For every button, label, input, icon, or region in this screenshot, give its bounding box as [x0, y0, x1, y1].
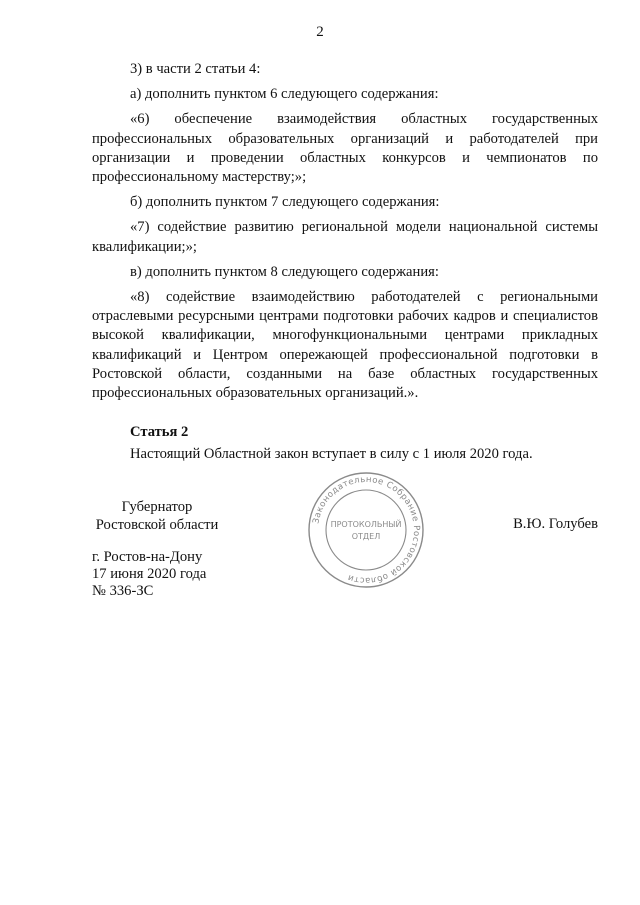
paragraph: а) дополнить пунктом 6 следующего содержания:: [130, 86, 439, 103]
svg-text:ПРОТОКОЛЬНЫЙ: ПРОТОКОЛЬНЫЙ: [330, 520, 402, 529]
document-body: [92, 60, 598, 403]
paragraph: «8) содействие взаимодействию работодателей с региональными отраслевыми ресурсными центрами подготовки рабочих кадров и специалистов высокой квалификации, многофункциональными центрами прикладных квалификаций и Центром опережающей профессиональной подготовки в Ростовской области, созданными на базе областных государственных профессиональных образовательных организаций.».: [92, 289, 598, 402]
paragraph: «7) содействие развитию региональной модели национальной системы квалификации;»;: [92, 219, 598, 255]
page-number: 2: [316, 24, 324, 40]
place-date-block: [92, 549, 206, 600]
place-date: 17 июня 2020 года: [92, 566, 207, 582]
paragraph: 3) в части 2 статьи 4:: [130, 61, 261, 77]
signer-position-line: Губернатор: [121, 499, 193, 515]
paragraph: в) дополнить пунктом 8 следующего содержания:: [130, 263, 439, 280]
official-seal-stamp: [306, 470, 426, 590]
signer-position: [92, 498, 222, 534]
svg-text:ОТДЕЛ: ОТДЕЛ: [351, 532, 381, 541]
article-title: Статья 2: [130, 424, 189, 440]
signer-name: В.Ю. Голубев: [513, 516, 598, 532]
paragraph: б) дополнить пунктом 7 следующего содержания:: [130, 194, 440, 211]
article-text: Настоящий Областной закон вступает в силу с 1 июля 2020 года.: [130, 446, 533, 462]
signer-position-line: Ростовской области: [95, 517, 219, 533]
document-number: № 336-ЗС: [92, 583, 154, 599]
svg-text:Законодательное Собрание Росто: Законодательное Собрание Ростовской области: [311, 474, 422, 586]
place-city: г. Ростов-на-Дону: [92, 549, 203, 565]
paragraph: «6) обеспечение взаимодействия областных государственных профессиональных образовательных организаций и работодателей при организации и проведении областных конкурсов и чемпионатов по профессиональному мастерству;»;: [92, 111, 598, 186]
